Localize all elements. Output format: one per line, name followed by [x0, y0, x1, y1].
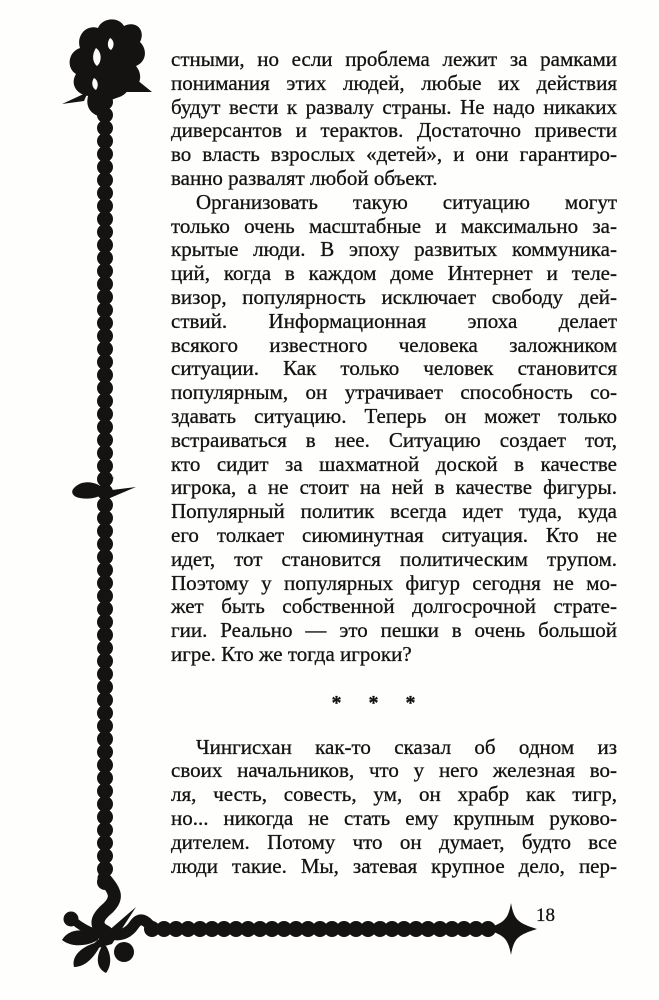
text-line: игре. Кто же тогда игроки?: [171, 641, 412, 666]
text-line: популярным, он утрачивает способность со-: [171, 380, 617, 405]
star-finial-ornament: [485, 903, 537, 955]
text-line: ля, честь, совесть, ум, он храбр как тигр,: [171, 782, 617, 807]
text-line: люди такие. Мы, затевая крупное дело, пер-: [171, 853, 617, 878]
page-number: 18: [536, 905, 555, 926]
text-line: Организовать такую ситуацию могут: [196, 189, 617, 214]
text-line: Популярный политик всегда идет туда, куда: [171, 499, 617, 524]
text-line: игрока, а не стоит на ней в качестве фигуры.: [171, 475, 617, 500]
text-line: гии. Реально — это пешки в очень большой: [171, 618, 617, 643]
text-line: ситуации. Как только человек становится: [171, 356, 617, 381]
section-divider: * * *: [331, 691, 427, 714]
text-line: здавать ситуацию. Теперь он может только: [171, 403, 617, 428]
text-line: встраиваться в нее. Ситуацию создает тот,: [171, 427, 617, 452]
corner-flourish-ornament: [62, 878, 152, 973]
paragraph: [171, 736, 617, 879]
cherub-figure-ornament: [62, 19, 152, 116]
text-line: идет, тот становится политическим трупом.: [171, 546, 617, 571]
text-line: ванно развалят любой объект.: [171, 165, 438, 190]
text-line: но... никогда не стать ему крупным руково-: [171, 805, 617, 830]
text-line: Чингисхан как-то сказал об одном из: [196, 734, 617, 759]
text-line: всякого известного человека заложником: [171, 332, 617, 357]
paragraph: [171, 191, 617, 667]
text-line: своих начальников, что у него железная во-: [171, 758, 617, 783]
text-line: кто сидит за шахматной доской в качестве: [171, 451, 617, 476]
text-line: ций, когда в каждом доме Интернет и теле-: [171, 261, 617, 286]
paragraph: [171, 48, 617, 191]
text-line: будут вести к развалу страны. Не надо никаких: [171, 94, 617, 119]
text-line: во власть взрослых «детей», и они гарантиро-: [171, 142, 617, 167]
text-line: стными, но если проблема лежит за рамками: [171, 47, 617, 71]
text-line: только очень масштабные и максимально за-: [171, 213, 617, 238]
text-line: понимания этих людей, любые их действия: [171, 70, 617, 95]
text-line: Поэтому у популярных фигур сегодня не мо-: [171, 570, 617, 595]
text-line: жет быть собственной долгосрочной страте-: [171, 594, 617, 619]
text-line: визор, популярность исключает свободу дей-: [171, 284, 617, 309]
text-line: дителем. Потому что он думает, будто все: [171, 829, 617, 854]
page-text: [171, 48, 617, 878]
text-line: диверсантов и терактов. Достаточно привести: [171, 118, 617, 143]
text-line: его толкает сиюминутная ситуация. Кто не: [171, 522, 617, 547]
text-line: ствий. Информационная эпоха делает: [171, 308, 617, 333]
text-line: крытые люди. В эпоху развитых коммуника-: [171, 237, 617, 262]
